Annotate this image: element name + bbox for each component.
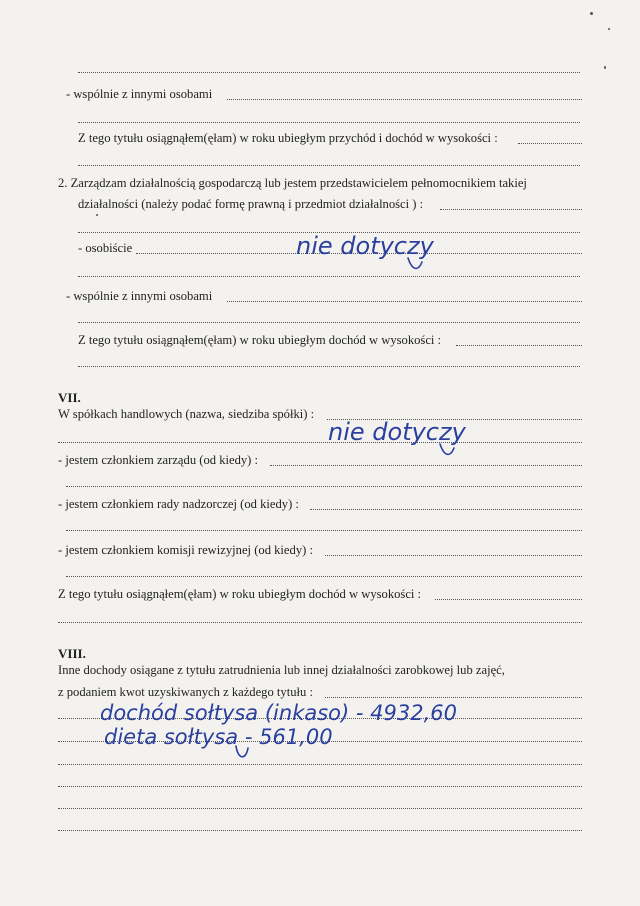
handwritten-income-line-2: dieta sołtysa - 561,00 (104, 725, 333, 749)
supervisory-label: - jestem członkiem rady nadzorczej (od kiedy) : (58, 497, 299, 511)
scan-speck (590, 12, 593, 15)
income-label: Z tego tytułu osiągnąłem(ęłam) w roku ubiegłym przychód i dochód w wysokości : (78, 131, 498, 145)
scan-speck (96, 214, 98, 216)
section-viii-heading: VIII. (58, 646, 86, 661)
item-2-line-2: działalności (należy podać formę prawną i przedmiot działalności ) : (78, 197, 424, 211)
audit-label: - jestem członkiem komisji rewizyjnej (od kiedy) : (58, 543, 313, 557)
other-income-line-1: Inne dochody osiągane z tytułu zatrudnienia lub innej działalności zarobkowej lub zajęć, (58, 663, 505, 677)
fill-line (58, 786, 582, 787)
fill-line (58, 622, 582, 623)
fill-line (325, 555, 582, 556)
fill-line (58, 718, 582, 719)
companies-label: W spółkach handlowych (nazwa, siedziba spółki) : (58, 407, 315, 421)
fill-line (58, 764, 582, 765)
fill-line (78, 232, 580, 233)
fill-line (78, 72, 580, 73)
other-income-line-2: z podaniem kwot uzyskiwanych z każdego tytułu : (58, 685, 313, 699)
fill-line (440, 209, 582, 210)
section-vii-heading: VII. (58, 390, 81, 405)
handwritten-annotation (290, 228, 460, 276)
jointly-label-2: - wspólnie z innymi osobami (66, 289, 213, 303)
income-label-3: Z tego tytułu osiągnąłem(ęłam) w roku ubiegłym dochód w wysokości : (58, 587, 422, 601)
fill-line (227, 99, 582, 100)
fill-line (78, 122, 580, 123)
fill-line (58, 830, 582, 831)
item-2-line-1: 2. Zarządzam działalnością gospodarczą lub jestem przedstawicielem pełnomocnikiem takiej (58, 176, 527, 190)
scan-speck (604, 66, 606, 69)
fill-line (456, 345, 582, 346)
fill-line (136, 253, 582, 254)
handwritten-annotation (322, 414, 492, 462)
income-label-2: Z tego tytułu osiągnąłem(ęłam) w roku ubiegłym dochód w wysokości : (78, 333, 442, 347)
handwritten-not-applicable-1: nie dotyczy (296, 232, 434, 260)
handwriting-loop (408, 258, 422, 268)
fill-line (78, 366, 580, 367)
fill-line (66, 530, 582, 531)
fill-line (327, 419, 582, 420)
board-label: - jestem członkiem zarządu (od kiedy) : (58, 453, 259, 467)
handwritten-not-applicable-2: nie dotyczy (328, 418, 466, 446)
fill-line (78, 322, 580, 323)
handwritten-income-line-1: dochód sołtysa (inkaso) - 4932,60 (100, 701, 457, 725)
fill-line (58, 808, 582, 809)
fill-line (227, 301, 582, 302)
fill-line (270, 465, 582, 466)
handwritten-income (96, 694, 536, 764)
fill-line (66, 486, 582, 487)
fill-line (78, 276, 580, 277)
handwriting-loop (440, 444, 454, 454)
fill-line (78, 165, 580, 166)
fill-line (58, 442, 582, 443)
personally-label: - osobiście (78, 241, 133, 255)
fill-line (325, 697, 582, 698)
scan-speck (608, 28, 610, 30)
fill-line (435, 599, 582, 600)
fill-line (518, 143, 582, 144)
fill-line (66, 576, 582, 577)
handwriting-loop (236, 746, 248, 757)
fill-line (310, 509, 582, 510)
jointly-label: - wspólnie z innymi osobami (66, 87, 213, 101)
fill-line (58, 741, 582, 742)
